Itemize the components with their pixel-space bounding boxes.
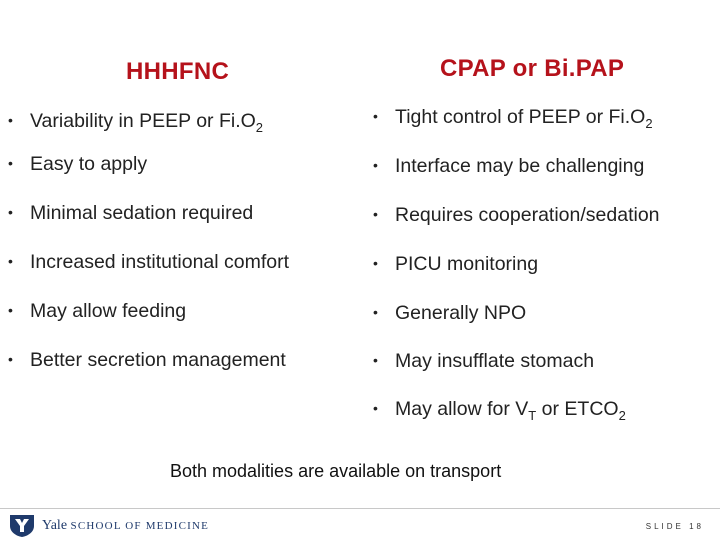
bullet-item: [373, 253, 538, 276]
bullet-icon: •: [373, 304, 378, 320]
yale-brand: Yale: [42, 518, 68, 533]
bullet-item: [8, 251, 289, 274]
bullet-text: May insufflate stomach: [395, 350, 595, 372]
bullet-item: [373, 106, 653, 131]
subscript: 2: [645, 116, 653, 131]
bullet-text: Better secretion management: [30, 349, 286, 371]
bullet-text: Minimal sedation required: [30, 202, 254, 224]
school-name: SCHOOL OF MEDICINE: [70, 520, 210, 532]
bullet-icon: •: [373, 400, 378, 416]
bullet-icon: •: [373, 352, 378, 368]
bullet-item: [8, 202, 253, 225]
bullet-icon: •: [8, 351, 13, 367]
yale-shield-icon: [8, 514, 36, 538]
bullet-icon: •: [373, 157, 378, 173]
bullet-item: [373, 155, 644, 178]
bullet-icon: •: [8, 112, 13, 128]
bullet-icon: •: [8, 155, 13, 171]
bullet-item: [373, 204, 660, 227]
bullet-item: [8, 349, 286, 372]
bullet-text: or ETCO: [536, 398, 619, 420]
bullet-item: [373, 302, 526, 325]
slide-number: SLIDE 18: [645, 522, 704, 531]
left-column-heading: HHHFNC: [126, 58, 230, 85]
yale-school-of-medicine-logo: [42, 518, 209, 534]
bullet-icon: •: [373, 255, 378, 271]
bullet-text: Increased institutional comfort: [30, 251, 290, 273]
subscript: 2: [618, 408, 626, 423]
bullet-text: Interface may be challenging: [395, 155, 645, 177]
bullet-text: Variability in PEEP or Fi.O: [30, 110, 256, 132]
footer-divider: [0, 508, 720, 509]
subscript: 2: [255, 120, 264, 135]
bullet-text: PICU monitoring: [395, 253, 539, 275]
bullet-item: [8, 153, 147, 176]
transport-note: Both modalities are available on transport: [170, 461, 502, 481]
bullet-text: Tight control of PEEP or Fi.O: [395, 106, 646, 128]
bullet-icon: •: [8, 204, 13, 220]
bullet-item: [373, 350, 594, 373]
bullet-text: May allow feeding: [30, 300, 187, 322]
subscript: T: [528, 408, 537, 423]
bullet-icon: •: [373, 108, 378, 124]
bullet-text: May allow for V: [395, 398, 529, 420]
bullet-item: [8, 110, 263, 135]
bullet-text: Requires cooperation/sedation: [395, 204, 660, 226]
bullet-icon: •: [8, 302, 13, 318]
bullet-icon: •: [8, 253, 13, 269]
bullet-text: Generally NPO: [395, 302, 527, 324]
bullet-icon: •: [373, 206, 378, 222]
bullet-item: [8, 300, 186, 323]
bullet-item: [373, 398, 626, 423]
bullet-text: Easy to apply: [30, 153, 148, 175]
right-column-heading: CPAP or Bi.PAP: [440, 55, 625, 82]
